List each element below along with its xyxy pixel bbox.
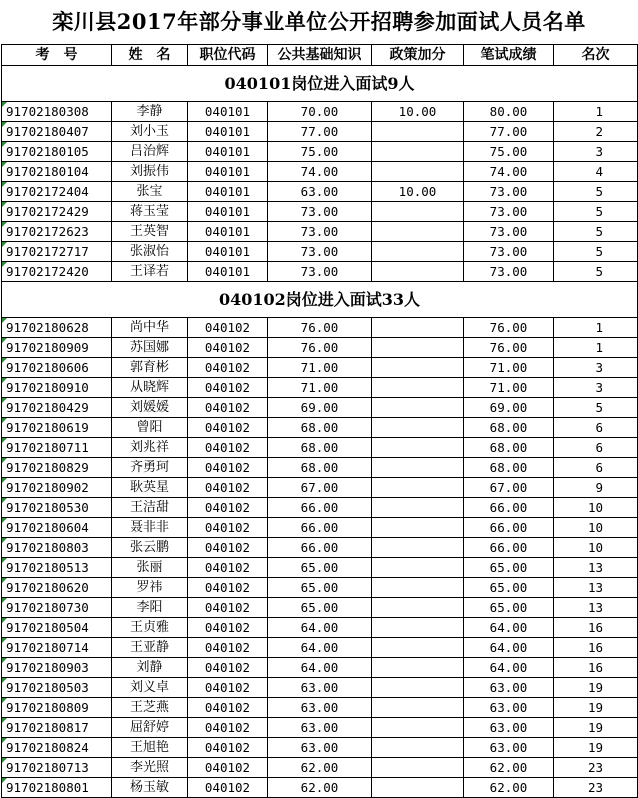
exam-no-cell: 91702180803 bbox=[2, 538, 112, 558]
position-code-cell: 040101 bbox=[188, 142, 268, 162]
policy-bonus-cell bbox=[372, 478, 464, 498]
rank-cell: 6 bbox=[554, 418, 638, 438]
name-cell: 苏国娜 bbox=[112, 338, 188, 358]
header-cell-public-knowledge: 公共基础知识 bbox=[268, 45, 372, 66]
table-row bbox=[2, 438, 638, 458]
public-knowledge-cell: 65.00 bbox=[268, 578, 372, 598]
name-cell: 王芝燕 bbox=[112, 698, 188, 718]
exam-no-cell: 91702180604 bbox=[2, 518, 112, 538]
position-code-cell: 040101 bbox=[188, 162, 268, 182]
header-cell-name: 姓 名 bbox=[112, 45, 188, 66]
written-score-cell: 63.00 bbox=[464, 678, 554, 698]
table-row bbox=[2, 122, 638, 142]
written-score-cell: 69.00 bbox=[464, 398, 554, 418]
position-code-cell: 040102 bbox=[188, 578, 268, 598]
policy-bonus-cell bbox=[372, 338, 464, 358]
exam-no-cell: 91702180407 bbox=[2, 122, 112, 142]
public-knowledge-cell: 64.00 bbox=[268, 638, 372, 658]
policy-bonus-cell bbox=[372, 222, 464, 242]
policy-bonus-cell bbox=[372, 618, 464, 638]
name-cell: 王旭艳 bbox=[112, 738, 188, 758]
position-code-cell: 040102 bbox=[188, 558, 268, 578]
public-knowledge-cell: 77.00 bbox=[268, 122, 372, 142]
position-code-cell: 040102 bbox=[188, 598, 268, 618]
exam-no-cell: 91702180104 bbox=[2, 162, 112, 182]
exam-no-cell: 91702180902 bbox=[2, 478, 112, 498]
rank-cell: 16 bbox=[554, 658, 638, 678]
exam-no-cell: 91702180504 bbox=[2, 618, 112, 638]
policy-bonus-cell bbox=[372, 598, 464, 618]
position-code-cell: 040102 bbox=[188, 538, 268, 558]
written-score-cell: 66.00 bbox=[464, 498, 554, 518]
policy-bonus-cell bbox=[372, 358, 464, 378]
position-code-cell: 040102 bbox=[188, 438, 268, 458]
exam-no-cell: 91702180809 bbox=[2, 698, 112, 718]
public-knowledge-cell: 62.00 bbox=[268, 778, 372, 798]
policy-bonus-cell bbox=[372, 242, 464, 262]
position-code-cell: 040102 bbox=[188, 318, 268, 338]
policy-bonus-cell bbox=[372, 162, 464, 182]
position-code-cell: 040101 bbox=[188, 122, 268, 142]
rank-cell: 1 bbox=[554, 102, 638, 122]
rank-cell: 10 bbox=[554, 518, 638, 538]
rank-cell: 5 bbox=[554, 202, 638, 222]
name-cell: 王贞雅 bbox=[112, 618, 188, 638]
table-row bbox=[2, 398, 638, 418]
table-row bbox=[2, 578, 638, 598]
public-knowledge-cell: 66.00 bbox=[268, 538, 372, 558]
table-row bbox=[2, 222, 638, 242]
table-row bbox=[2, 618, 638, 638]
written-score-cell: 75.00 bbox=[464, 142, 554, 162]
public-knowledge-cell: 63.00 bbox=[268, 738, 372, 758]
rank-cell: 5 bbox=[554, 222, 638, 242]
public-knowledge-cell: 69.00 bbox=[268, 398, 372, 418]
exam-no-cell: 91702172429 bbox=[2, 202, 112, 222]
public-knowledge-cell: 71.00 bbox=[268, 358, 372, 378]
policy-bonus-cell bbox=[372, 498, 464, 518]
position-code-cell: 040102 bbox=[188, 618, 268, 638]
exam-no-cell: 91702180105 bbox=[2, 142, 112, 162]
written-score-cell: 73.00 bbox=[464, 202, 554, 222]
name-cell: 罗祎 bbox=[112, 578, 188, 598]
rank-cell: 3 bbox=[554, 378, 638, 398]
exam-no-cell: 91702180503 bbox=[2, 678, 112, 698]
table-row bbox=[2, 202, 638, 222]
candidate-table bbox=[1, 44, 638, 798]
name-cell: 吕治辉 bbox=[112, 142, 188, 162]
name-cell: 刘振伟 bbox=[112, 162, 188, 182]
written-score-cell: 68.00 bbox=[464, 458, 554, 478]
policy-bonus-cell bbox=[372, 378, 464, 398]
name-cell: 张云鹏 bbox=[112, 538, 188, 558]
name-cell: 蒋玉莹 bbox=[112, 202, 188, 222]
public-knowledge-cell: 73.00 bbox=[268, 262, 372, 282]
rank-cell: 5 bbox=[554, 398, 638, 418]
name-cell: 刘义卓 bbox=[112, 678, 188, 698]
section-heading: 040102岗位进入面试33人 bbox=[2, 282, 638, 318]
header-row bbox=[2, 45, 638, 66]
rank-cell: 19 bbox=[554, 738, 638, 758]
name-cell: 杨玉敏 bbox=[112, 778, 188, 798]
rank-cell: 19 bbox=[554, 718, 638, 738]
policy-bonus-cell bbox=[372, 658, 464, 678]
written-score-cell: 66.00 bbox=[464, 538, 554, 558]
rank-cell: 13 bbox=[554, 578, 638, 598]
position-code-cell: 040101 bbox=[188, 102, 268, 122]
exam-no-cell: 91702180909 bbox=[2, 338, 112, 358]
written-score-cell: 71.00 bbox=[464, 378, 554, 398]
name-cell: 郭育彬 bbox=[112, 358, 188, 378]
public-knowledge-cell: 63.00 bbox=[268, 182, 372, 202]
position-code-cell: 040102 bbox=[188, 718, 268, 738]
public-knowledge-cell: 73.00 bbox=[268, 202, 372, 222]
policy-bonus-cell bbox=[372, 578, 464, 598]
table-row bbox=[2, 498, 638, 518]
name-cell: 聂非非 bbox=[112, 518, 188, 538]
rank-cell: 10 bbox=[554, 538, 638, 558]
policy-bonus-cell bbox=[372, 438, 464, 458]
section-heading-row bbox=[2, 66, 638, 102]
policy-bonus-cell bbox=[372, 738, 464, 758]
public-knowledge-cell: 63.00 bbox=[268, 698, 372, 718]
rank-cell: 19 bbox=[554, 698, 638, 718]
table-row bbox=[2, 718, 638, 738]
policy-bonus-cell bbox=[372, 122, 464, 142]
table-row bbox=[2, 698, 638, 718]
exam-no-cell: 91702180824 bbox=[2, 738, 112, 758]
position-code-cell: 040102 bbox=[188, 518, 268, 538]
table-row bbox=[2, 598, 638, 618]
policy-bonus-cell bbox=[372, 318, 464, 338]
name-cell: 刘媛媛 bbox=[112, 398, 188, 418]
name-cell: 尚中华 bbox=[112, 318, 188, 338]
public-knowledge-cell: 66.00 bbox=[268, 518, 372, 538]
written-score-cell: 64.00 bbox=[464, 638, 554, 658]
rank-cell: 23 bbox=[554, 778, 638, 798]
exam-no-cell: 91702172717 bbox=[2, 242, 112, 262]
position-code-cell: 040102 bbox=[188, 678, 268, 698]
policy-bonus-cell bbox=[372, 758, 464, 778]
name-cell: 王亚静 bbox=[112, 638, 188, 658]
written-score-cell: 65.00 bbox=[464, 558, 554, 578]
rank-cell: 10 bbox=[554, 498, 638, 518]
written-score-cell: 68.00 bbox=[464, 418, 554, 438]
written-score-cell: 63.00 bbox=[464, 738, 554, 758]
name-cell: 张宝 bbox=[112, 182, 188, 202]
table-row bbox=[2, 338, 638, 358]
position-code-cell: 040102 bbox=[188, 458, 268, 478]
exam-no-cell: 91702172623 bbox=[2, 222, 112, 242]
position-code-cell: 040102 bbox=[188, 398, 268, 418]
rank-cell: 23 bbox=[554, 758, 638, 778]
policy-bonus-cell bbox=[372, 678, 464, 698]
table-row bbox=[2, 638, 638, 658]
position-code-cell: 040101 bbox=[188, 222, 268, 242]
written-score-cell: 73.00 bbox=[464, 242, 554, 262]
written-score-cell: 74.00 bbox=[464, 162, 554, 182]
written-score-cell: 80.00 bbox=[464, 102, 554, 122]
written-score-cell: 77.00 bbox=[464, 122, 554, 142]
policy-bonus-cell bbox=[372, 638, 464, 658]
exam-no-cell: 91702180730 bbox=[2, 598, 112, 618]
header-cell-rank: 名次 bbox=[554, 45, 638, 66]
written-score-cell: 63.00 bbox=[464, 698, 554, 718]
written-score-cell: 63.00 bbox=[464, 718, 554, 738]
policy-bonus-cell bbox=[372, 558, 464, 578]
table-row bbox=[2, 658, 638, 678]
exam-no-cell: 91702180620 bbox=[2, 578, 112, 598]
public-knowledge-cell: 66.00 bbox=[268, 498, 372, 518]
exam-no-cell: 91702180910 bbox=[2, 378, 112, 398]
rank-cell: 2 bbox=[554, 122, 638, 142]
position-code-cell: 040102 bbox=[188, 658, 268, 678]
public-knowledge-cell: 63.00 bbox=[268, 718, 372, 738]
position-code-cell: 040102 bbox=[188, 378, 268, 398]
public-knowledge-cell: 71.00 bbox=[268, 378, 372, 398]
exam-no-cell: 91702180711 bbox=[2, 438, 112, 458]
policy-bonus-cell: 10.00 bbox=[372, 182, 464, 202]
public-knowledge-cell: 76.00 bbox=[268, 318, 372, 338]
exam-no-cell: 91702180801 bbox=[2, 778, 112, 798]
header-cell-exam-no: 考 号 bbox=[2, 45, 112, 66]
public-knowledge-cell: 73.00 bbox=[268, 222, 372, 242]
table-row bbox=[2, 358, 638, 378]
position-code-cell: 040101 bbox=[188, 182, 268, 202]
exam-no-cell: 91702180628 bbox=[2, 318, 112, 338]
position-code-cell: 040102 bbox=[188, 738, 268, 758]
position-code-cell: 040102 bbox=[188, 638, 268, 658]
policy-bonus-cell: 10.00 bbox=[372, 102, 464, 122]
table-row bbox=[2, 242, 638, 262]
name-cell: 刘小玉 bbox=[112, 122, 188, 142]
exam-no-cell: 91702180817 bbox=[2, 718, 112, 738]
written-score-cell: 76.00 bbox=[464, 338, 554, 358]
table-row bbox=[2, 738, 638, 758]
written-score-cell: 66.00 bbox=[464, 518, 554, 538]
name-cell: 从晓辉 bbox=[112, 378, 188, 398]
rank-cell: 5 bbox=[554, 262, 638, 282]
public-knowledge-cell: 68.00 bbox=[268, 438, 372, 458]
exam-no-cell: 91702180619 bbox=[2, 418, 112, 438]
rank-cell: 16 bbox=[554, 618, 638, 638]
exam-no-cell: 91702180308 bbox=[2, 102, 112, 122]
written-score-cell: 73.00 bbox=[464, 182, 554, 202]
policy-bonus-cell bbox=[372, 262, 464, 282]
name-cell: 王洁甜 bbox=[112, 498, 188, 518]
written-score-cell: 73.00 bbox=[464, 262, 554, 282]
rank-cell: 4 bbox=[554, 162, 638, 182]
written-score-cell: 62.00 bbox=[464, 758, 554, 778]
rank-cell: 5 bbox=[554, 242, 638, 262]
exam-no-cell: 91702180903 bbox=[2, 658, 112, 678]
table-row bbox=[2, 142, 638, 162]
policy-bonus-cell bbox=[372, 538, 464, 558]
table-row bbox=[2, 678, 638, 698]
name-cell: 李光照 bbox=[112, 758, 188, 778]
name-cell: 耿英星 bbox=[112, 478, 188, 498]
position-code-cell: 040102 bbox=[188, 698, 268, 718]
public-knowledge-cell: 68.00 bbox=[268, 418, 372, 438]
public-knowledge-cell: 64.00 bbox=[268, 658, 372, 678]
position-code-cell: 040102 bbox=[188, 338, 268, 358]
policy-bonus-cell bbox=[372, 398, 464, 418]
position-code-cell: 040101 bbox=[188, 262, 268, 282]
rank-cell: 3 bbox=[554, 142, 638, 162]
public-knowledge-cell: 62.00 bbox=[268, 758, 372, 778]
public-knowledge-cell: 64.00 bbox=[268, 618, 372, 638]
public-knowledge-cell: 67.00 bbox=[268, 478, 372, 498]
policy-bonus-cell bbox=[372, 778, 464, 798]
public-knowledge-cell: 74.00 bbox=[268, 162, 372, 182]
name-cell: 张淑怡 bbox=[112, 242, 188, 262]
table-row bbox=[2, 778, 638, 798]
rank-cell: 19 bbox=[554, 678, 638, 698]
written-score-cell: 71.00 bbox=[464, 358, 554, 378]
written-score-cell: 67.00 bbox=[464, 478, 554, 498]
policy-bonus-cell bbox=[372, 142, 464, 162]
policy-bonus-cell bbox=[372, 518, 464, 538]
section-heading-row bbox=[2, 282, 638, 318]
exam-no-cell: 91702180714 bbox=[2, 638, 112, 658]
position-code-cell: 040101 bbox=[188, 202, 268, 222]
position-code-cell: 040101 bbox=[188, 242, 268, 262]
written-score-cell: 62.00 bbox=[464, 778, 554, 798]
position-code-cell: 040102 bbox=[188, 418, 268, 438]
rank-cell: 16 bbox=[554, 638, 638, 658]
name-cell: 王译若 bbox=[112, 262, 188, 282]
name-cell: 齐勇珂 bbox=[112, 458, 188, 478]
table-row bbox=[2, 458, 638, 478]
name-cell: 刘静 bbox=[112, 658, 188, 678]
rank-cell: 1 bbox=[554, 318, 638, 338]
name-cell: 李阳 bbox=[112, 598, 188, 618]
table-row bbox=[2, 378, 638, 398]
exam-no-cell: 91702180429 bbox=[2, 398, 112, 418]
public-knowledge-cell: 75.00 bbox=[268, 142, 372, 162]
position-code-cell: 040102 bbox=[188, 758, 268, 778]
exam-no-cell: 91702172420 bbox=[2, 262, 112, 282]
table-row bbox=[2, 518, 638, 538]
rank-cell: 5 bbox=[554, 182, 638, 202]
header-cell-policy-bonus: 政策加分 bbox=[372, 45, 464, 66]
rank-cell: 9 bbox=[554, 478, 638, 498]
public-knowledge-cell: 65.00 bbox=[268, 598, 372, 618]
written-score-cell: 65.00 bbox=[464, 598, 554, 618]
rank-cell: 13 bbox=[554, 558, 638, 578]
rank-cell: 3 bbox=[554, 358, 638, 378]
policy-bonus-cell bbox=[372, 418, 464, 438]
table-row bbox=[2, 162, 638, 182]
rank-cell: 13 bbox=[554, 598, 638, 618]
table-row bbox=[2, 182, 638, 202]
public-knowledge-cell: 76.00 bbox=[268, 338, 372, 358]
written-score-cell: 64.00 bbox=[464, 658, 554, 678]
exam-no-cell: 91702180606 bbox=[2, 358, 112, 378]
table-row bbox=[2, 418, 638, 438]
written-score-cell: 65.00 bbox=[464, 578, 554, 598]
exam-no-cell: 91702180829 bbox=[2, 458, 112, 478]
written-score-cell: 76.00 bbox=[464, 318, 554, 338]
table-row bbox=[2, 538, 638, 558]
written-score-cell: 64.00 bbox=[464, 618, 554, 638]
public-knowledge-cell: 68.00 bbox=[268, 458, 372, 478]
position-code-cell: 040102 bbox=[188, 478, 268, 498]
exam-no-cell: 91702180713 bbox=[2, 758, 112, 778]
table-row bbox=[2, 758, 638, 778]
rank-cell: 6 bbox=[554, 458, 638, 478]
table-row bbox=[2, 102, 638, 122]
header-cell-written-score: 笔试成绩 bbox=[464, 45, 554, 66]
rank-cell: 6 bbox=[554, 438, 638, 458]
table-row bbox=[2, 262, 638, 282]
header-cell-position-code: 职位代码 bbox=[188, 45, 268, 66]
name-cell: 屈舒婷 bbox=[112, 718, 188, 738]
exam-no-cell: 91702180513 bbox=[2, 558, 112, 578]
section-heading: 040101岗位进入面试9人 bbox=[2, 66, 638, 102]
policy-bonus-cell bbox=[372, 718, 464, 738]
table-row bbox=[2, 558, 638, 578]
name-cell: 李静 bbox=[112, 102, 188, 122]
written-score-cell: 73.00 bbox=[464, 222, 554, 242]
public-knowledge-cell: 70.00 bbox=[268, 102, 372, 122]
policy-bonus-cell bbox=[372, 202, 464, 222]
name-cell: 王英智 bbox=[112, 222, 188, 242]
exam-no-cell: 91702172404 bbox=[2, 182, 112, 202]
written-score-cell: 68.00 bbox=[464, 438, 554, 458]
policy-bonus-cell bbox=[372, 458, 464, 478]
position-code-cell: 040102 bbox=[188, 498, 268, 518]
name-cell: 张丽 bbox=[112, 558, 188, 578]
exam-no-cell: 91702180530 bbox=[2, 498, 112, 518]
name-cell: 刘兆祥 bbox=[112, 438, 188, 458]
public-knowledge-cell: 63.00 bbox=[268, 678, 372, 698]
page-title: 栾川县2017年部分事业单位公开招聘参加面试人员名单 bbox=[52, 9, 586, 34]
public-knowledge-cell: 73.00 bbox=[268, 242, 372, 262]
table-row bbox=[2, 318, 638, 338]
public-knowledge-cell: 65.00 bbox=[268, 558, 372, 578]
position-code-cell: 040102 bbox=[188, 778, 268, 798]
table-row bbox=[2, 478, 638, 498]
position-code-cell: 040102 bbox=[188, 358, 268, 378]
rank-cell: 1 bbox=[554, 338, 638, 358]
name-cell: 曾阳 bbox=[112, 418, 188, 438]
policy-bonus-cell bbox=[372, 698, 464, 718]
